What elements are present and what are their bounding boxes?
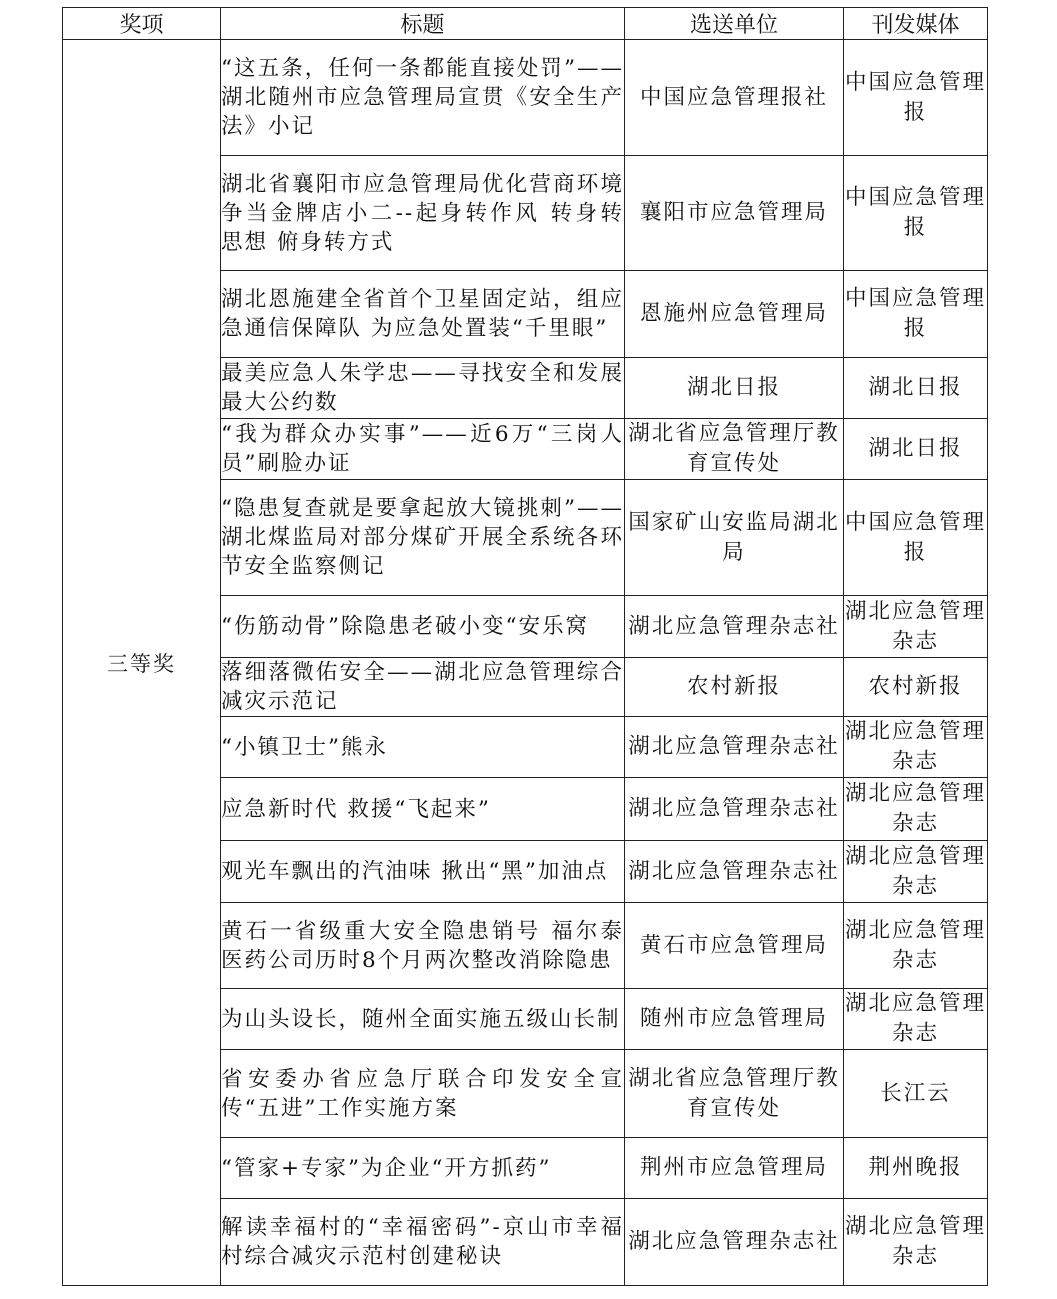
article-title: 省安委办省应急厅联合印发安全宣传“五进”工作实施方案 (221, 1050, 625, 1138)
publishing-media: 湖北应急管理杂志 (844, 1199, 988, 1286)
submitting-unit: 黄石市应急管理局 (625, 903, 844, 989)
submitting-unit: 湖北应急管理杂志社 (625, 596, 844, 658)
article-title: 黄石一省级重大安全隐患销号 福尔泰医药公司历时8个月两次整改消除隐患 (221, 903, 625, 989)
submitting-unit: 国家矿山安监局湖北局 (625, 480, 844, 596)
publishing-media: 中国应急管理报 (844, 156, 988, 271)
article-title: 观光车飘出的汽油味 揪出“黑”加油点 (221, 841, 625, 903)
article-title: 应急新时代 救援“飞起来” (221, 778, 625, 841)
submitting-unit: 湖北省应急管理厅教育宣传处 (625, 419, 844, 480)
submitting-unit: 恩施州应急管理局 (625, 271, 844, 358)
article-title: “这五条，任何一条都能直接处罚”——湖北随州市应急管理局宣贯《安全生产法》小记 (221, 40, 625, 156)
article-title: “伤筋动骨”除隐患老破小变“安乐窝 (221, 596, 625, 658)
article-title: 解读幸福村的“幸福密码”-京山市幸福村综合减灾示范村创建秘诀 (221, 1199, 625, 1286)
award-level: 三等奖 (63, 40, 221, 1286)
award-table (62, 7, 988, 1286)
publishing-media: 湖北日报 (844, 419, 988, 480)
submitting-unit: 随州市应急管理局 (625, 989, 844, 1050)
header-award: 奖项 (63, 8, 221, 40)
header-title: 标题 (221, 8, 625, 40)
submitting-unit: 荆州市应急管理局 (625, 1138, 844, 1199)
submitting-unit: 湖北应急管理杂志社 (625, 1199, 844, 1286)
header-unit: 选送单位 (625, 8, 844, 40)
publishing-media: 中国应急管理报 (844, 40, 988, 156)
publishing-media: 湖北应急管理杂志 (844, 903, 988, 989)
article-title: 湖北恩施建全省首个卫星固定站，组应急通信保障队 为应急处置装“千里眼” (221, 271, 625, 358)
table-row (63, 40, 988, 156)
publishing-media: 中国应急管理报 (844, 271, 988, 358)
article-title: “小镇卫士”熊永 (221, 717, 625, 778)
article-title: “管家+专家”为企业“开方抓药” (221, 1138, 625, 1199)
header-media: 刊发媒体 (844, 8, 988, 40)
header-row (63, 8, 988, 40)
article-title: 最美应急人朱学忠——寻找安全和发展最大公约数 (221, 358, 625, 419)
publishing-media: 农村新报 (844, 658, 988, 717)
publishing-media: 荆州晚报 (844, 1138, 988, 1199)
submitting-unit: 农村新报 (625, 658, 844, 717)
publishing-media: 湖北应急管理杂志 (844, 778, 988, 841)
publishing-media: 中国应急管理报 (844, 480, 988, 596)
submitting-unit: 中国应急管理报社 (625, 40, 844, 156)
publishing-media: 湖北日报 (844, 358, 988, 419)
submitting-unit: 湖北日报 (625, 358, 844, 419)
article-title: 落细落微佑安全——湖北应急管理综合减灾示范记 (221, 658, 625, 717)
article-title: 为山头设长，随州全面实施五级山长制 (221, 989, 625, 1050)
submitting-unit: 湖北省应急管理厅教育宣传处 (625, 1050, 844, 1138)
publishing-media: 湖北应急管理杂志 (844, 717, 988, 778)
article-title: 湖北省襄阳市应急管理局优化营商环境 争当金牌店小二--起身转作风 转身转思想 俯身转方式 (221, 156, 625, 271)
submitting-unit: 湖北应急管理杂志社 (625, 778, 844, 841)
publishing-media: 湖北应急管理杂志 (844, 989, 988, 1050)
publishing-media: 湖北应急管理杂志 (844, 841, 988, 903)
submitting-unit: 襄阳市应急管理局 (625, 156, 844, 271)
submitting-unit: 湖北应急管理杂志社 (625, 717, 844, 778)
publishing-media: 长江云 (844, 1050, 988, 1138)
article-title: “隐患复查就是要拿起放大镜挑刺”——湖北煤监局对部分煤矿开展全系统各环节安全监察侧记 (221, 480, 625, 596)
submitting-unit: 湖北应急管理杂志社 (625, 841, 844, 903)
publishing-media: 湖北应急管理杂志 (844, 596, 988, 658)
article-title: “我为群众办实事”——近6万“三岗人员”刷脸办证 (221, 419, 625, 480)
